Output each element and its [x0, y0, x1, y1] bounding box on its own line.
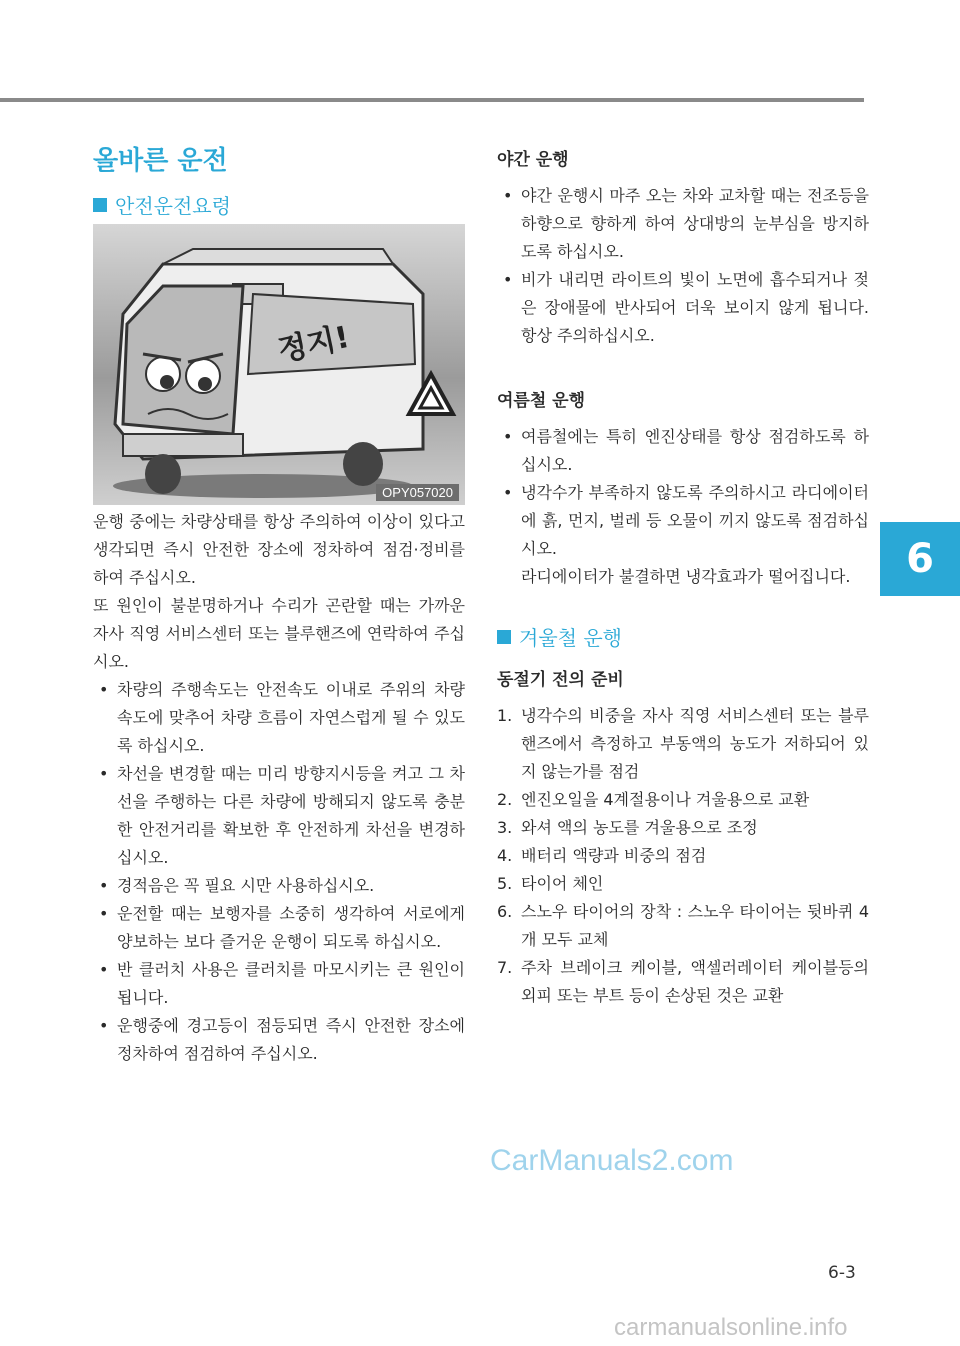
list-item: • 야간 운행시 마주 오는 차와 교차할 때는 전조등을 하향으로 향하게 하여 상대방의 눈부심을 방지하도록 하십시오.: [497, 182, 869, 266]
list-item: • 경적음은 꼭 필요 시만 사용하십시오.: [93, 872, 465, 900]
night-driving-heading: 야간 운행: [497, 150, 569, 170]
image-code: OPY057020: [376, 484, 459, 501]
safe-driving-list: [93, 676, 465, 1068]
intro-paragraph-2: 또 원인이 불분명하거나 수리가 곤란할 때는 가까운 자사 직영 서비스센터 또는 블루핸즈에 연락하여 주십시오.: [93, 596, 465, 671]
page-number: 6-3: [828, 1263, 856, 1283]
safe-driving-heading-text: 안전운전요령: [115, 194, 231, 218]
list-item: 4. 배터리 액량과 비중의 점검: [497, 846, 707, 865]
winter-subheading: 동절기 전의 준비: [497, 670, 624, 690]
list-item: • 차선을 변경할 때는 미리 방향지시등을 켜고 그 차선을 주행하는 다른 차량에 방해되지 않도록 충분한 안전거리를 확보한 후 안전하게 차선을 변경하십시오.: [93, 760, 465, 872]
list-item: • 운행중에 경고등이 점등되면 즉시 안전한 장소에 정차하여 점검하여 주십시오.: [93, 1012, 465, 1068]
list-item: 6. 스노우 타이어의 장착 : 스노우 타이어는 뒷바퀴 4개 모두 교체: [497, 902, 869, 949]
watermark: CarManuals2.com: [490, 1144, 734, 1177]
list-item: • 반 클러치 사용은 클러치를 마모시키는 큰 원인이 됩니다.: [93, 956, 465, 1012]
list-item: • 운전할 때는 보행자를 소중히 생각하여 서로에게 양보하는 보다 즐거운 운행이 되도록 하십시오.: [93, 900, 465, 956]
list-item: 7. 주차 브레이크 케이블, 액셀러레이터 케이블등의 외피 또는 부트 등이 손상된 것은 교환: [497, 958, 869, 1005]
summer-note: 라디에이터가 불결하면 냉각효과가 떨어집니다.: [521, 567, 851, 586]
list-item: 2. 엔진오일을 4계절용이나 겨울용으로 교환: [497, 790, 810, 809]
list-item: 1. 냉각수의 비중을 자사 직영 서비스센터 또는 블루핸즈에서 측정하고 부동액의 농도가 저하되어 있지 않는가를 점검: [497, 706, 869, 781]
winter-driving-heading: [497, 622, 869, 651]
list-item: 5. 타이어 체인: [497, 874, 604, 893]
intro-paragraph-1: 운행 중에는 차량상태를 항상 주의하여 이상이 있다고 생각되면 즉시 안전한 장소에 정차하여 점검·정비를 하여 주십시오.: [93, 512, 465, 587]
winter-prep-list: [497, 702, 869, 1010]
bus-sign-text: 정지!: [275, 319, 353, 370]
summer-driving-heading: 여름철 운행: [497, 391, 586, 411]
safe-driving-heading: [93, 190, 231, 219]
night-driving-list: [497, 182, 869, 350]
list-item: • 여름철에는 특히 엔진상태를 항상 점검하도록 하십시오.: [497, 423, 869, 479]
chapter-tab: 6: [880, 522, 960, 596]
safe-driving-body: [93, 508, 465, 1068]
winter-driving-section: [497, 622, 869, 1010]
footer-watermark: carmanualsonline.info: [614, 1314, 848, 1341]
list-item: • 비가 내리면 라이트의 빛이 노면에 흡수되거나 젖은 장애물에 반사되어 더욱 보이지 않게 됩니다. 항상 주의하십시오.: [497, 266, 869, 350]
summer-driving-list: [497, 423, 869, 563]
list-item: • 차량의 주행속도는 안전속도 이내로 주위의 차량 속도에 맞추어 차량 흐름이 자연스럽게 될 수 있도록 하십시오.: [93, 676, 465, 760]
list-item: • 냉각수가 부족하지 않도록 주의하시고 라디에이터에 흙, 먼지, 벌레 등 오물이 끼지 않도록 점검하십시오.: [497, 479, 869, 563]
bus-illustration: [93, 224, 465, 505]
section-title: 올바른 운전: [93, 146, 228, 176]
top-rule: [0, 98, 864, 102]
night-driving-section: [497, 145, 869, 350]
square-bullet-icon: [93, 198, 107, 212]
list-item: 3. 와셔 액의 농도를 겨울용으로 조정: [497, 818, 758, 837]
summer-driving-section: [497, 386, 869, 591]
winter-driving-heading-text: 겨울철 운행: [519, 626, 622, 650]
square-bullet-icon: [497, 630, 511, 644]
bus-cartoon-icon: [93, 224, 465, 505]
